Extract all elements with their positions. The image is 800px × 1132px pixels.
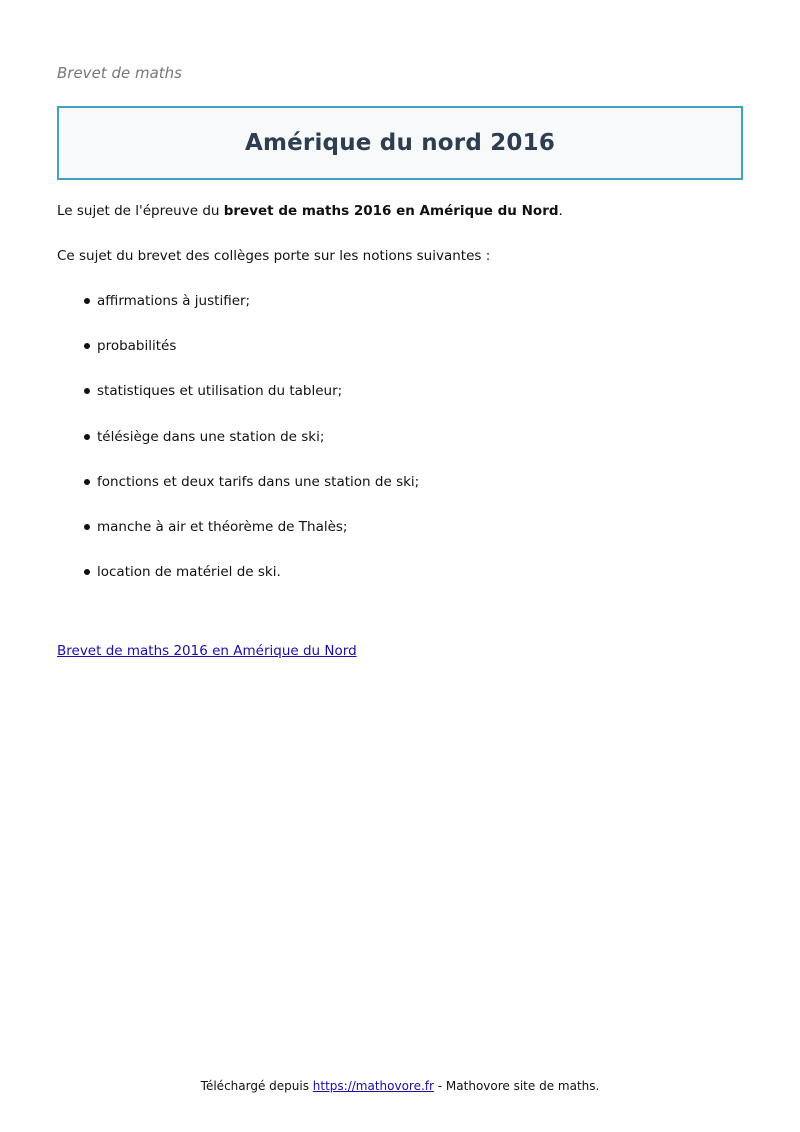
title-box bbox=[57, 106, 743, 180]
footer-suffix: - Mathovore site de maths. bbox=[433, 1079, 600, 1093]
bullet-icon bbox=[84, 524, 90, 530]
intro-bold: brevet de maths 2016 en Amérique du Nord bbox=[223, 203, 559, 219]
list-item-text: statistiques et utilisation du tableur; bbox=[97, 383, 343, 400]
list-item-text: location de matériel de ski. bbox=[97, 564, 281, 581]
list-item-text: télésiège dans une station de ski; bbox=[97, 428, 325, 445]
page-footer bbox=[0, 1078, 800, 1094]
document-download-link[interactable]: Brevet de maths 2016 en Amérique du Nord bbox=[57, 643, 357, 659]
list-item-text: probabilités bbox=[97, 338, 177, 355]
topics-lead: Ce sujet du brevet des collèges porte sur les notions suivantes : bbox=[57, 248, 491, 264]
topics-list bbox=[57, 292, 419, 608]
list-item bbox=[57, 428, 419, 473]
list-item bbox=[57, 382, 419, 427]
list-item bbox=[57, 563, 419, 608]
list-item bbox=[57, 518, 419, 563]
list-item-text: affirmations à justifier; bbox=[97, 293, 251, 309]
footer-prefix: Téléchargé depuis bbox=[200, 1079, 313, 1093]
intro-prefix: Le sujet de l'épreuve du bbox=[57, 203, 224, 219]
bullet-icon bbox=[84, 388, 90, 394]
bullet-icon bbox=[84, 343, 90, 349]
bullet-icon bbox=[84, 569, 90, 575]
bullet-icon bbox=[84, 298, 90, 304]
category-label: Brevet de maths bbox=[57, 64, 182, 82]
bullet-icon bbox=[84, 434, 90, 440]
intro-suffix: . bbox=[558, 203, 563, 219]
footer-site-link[interactable]: https://mathovore.fr bbox=[312, 1079, 434, 1093]
intro-paragraph bbox=[57, 202, 563, 220]
list-item bbox=[57, 337, 419, 382]
list-item bbox=[57, 292, 419, 337]
list-item bbox=[57, 473, 419, 518]
list-item-text: manche à air et théorème de Thalès; bbox=[97, 518, 348, 535]
list-item-text: fonctions et deux tarifs dans une station de ski; bbox=[97, 473, 420, 490]
bullet-icon bbox=[84, 479, 90, 485]
page-title: Amérique du nord 2016 bbox=[244, 130, 556, 156]
